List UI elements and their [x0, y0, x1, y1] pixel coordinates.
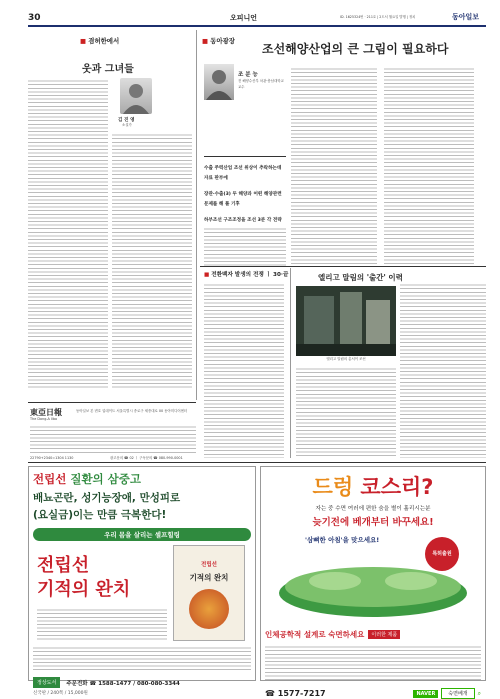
left-body-text-1 — [28, 78, 108, 388]
naver-search-box[interactable]: 숙면베개 — [441, 688, 474, 699]
header-rule — [28, 25, 486, 27]
divider-lower — [290, 268, 291, 458]
ad-left-book-cover-title: 기적의 완치 — [189, 573, 229, 582]
ad-left-headline-keyword: 전립선 — [33, 472, 67, 486]
right-author-photo — [204, 64, 234, 100]
left-column-tag: ■ 겸허한에서 — [80, 37, 120, 45]
pull-quote-2: 장관·수출(3) 두 해양과 어떤 해양관련 문제를 해 풀 기후 — [204, 192, 282, 207]
ad-left-headline-2: 배뇨곤란, 성기능장애, 만성피로 — [33, 492, 181, 504]
left-body-text-2 — [112, 132, 192, 388]
publisher-details — [30, 424, 196, 454]
left-column — [28, 30, 192, 400]
publisher-name: 東亞日報 — [30, 408, 62, 417]
ad-right-badge: 특허출원 — [425, 537, 459, 571]
small-column-left-title: ■ 전환백자 발생의 전쟁 ㅣ 30·끝 — [204, 272, 289, 278]
ad-left-book-title-2: 기적의 완치 — [37, 579, 131, 600]
ad-left-phone: 주문전화 ☎ 1588-1477 / 080-080-3344 — [66, 680, 180, 687]
ad-left-headline-3: (요실금)이는 만큼 극복한다! — [33, 509, 167, 521]
right-column-tag-text: 동아광장 — [210, 37, 235, 45]
publisher-address: 동아일보 본 변호 업데이트 서울특별시 종로구 세종대로 00 동아미디어센터 — [76, 409, 188, 413]
ad-right[interactable] — [260, 466, 486, 698]
publisher-code: 22790+2340=1304 1130 — [30, 456, 74, 460]
pull-quote-3: 하부조선 구조조정을 조선 3분 각 전략 — [204, 218, 282, 223]
ad-left-book-title-1: 전립선 — [37, 555, 90, 576]
lower-rule — [200, 266, 486, 267]
ad-right-headline-right: 코스리? — [360, 475, 434, 499]
ad-right-subline-1: 자는 중 수면 여러에 편한 숨을 별이 흘리시는분 — [315, 506, 431, 512]
ad-left[interactable] — [28, 466, 256, 696]
ad-right-phone: ☎ 1577-7217 — [265, 689, 326, 698]
date-line: ID. 1625324번 · 211호 | 2도서 월요일 발행 | 정치 — [340, 15, 416, 19]
pull-quote — [204, 156, 286, 236]
ad-right-bottom-title: 인체공학적 설계로 숙면하세요 — [265, 630, 365, 639]
publisher-notice: 광고문의 ☎ 02 ㅣ 구독문의 ☎ 080-990-0001 — [110, 456, 183, 460]
ad-left-book-cover — [173, 545, 245, 641]
section-title: 오피니언 — [230, 14, 258, 22]
pull-quote-1: 수출 주력산업 조선 위상이 추락하는데 자료 판부에 — [204, 166, 282, 181]
right-column-title: 조선해양산업의 큰 그림이 필요하다 — [262, 42, 449, 56]
ad-left-headline-rest: 질환의 삼중고 — [70, 472, 142, 486]
right-author-name: 조 분 능 — [238, 72, 258, 78]
ad-left-price: 신국판 / 240쪽 / 15,000원 — [33, 691, 88, 696]
right-author-role: 전 해양수산부 차관·충남대학교 교수 — [238, 79, 284, 89]
small-column-photo — [296, 286, 396, 356]
masthead: 동아일보 — [452, 13, 480, 21]
divider-left — [196, 30, 197, 400]
publisher-rule — [28, 402, 196, 403]
left-column-tag-text: 겸허한에서 — [88, 37, 120, 45]
right-body-text-1 — [291, 66, 377, 266]
ad-right-body — [265, 644, 481, 680]
ad-rule — [28, 462, 486, 463]
left-author-name: 김 진 영 — [118, 118, 135, 123]
ad-left-headline-1 — [33, 471, 251, 487]
ad-right-subline-2: 늦기전에 베개부터 바꾸세요! — [312, 517, 434, 528]
ad-right-headline-left: 드렁 — [312, 475, 354, 499]
small-column-left-body — [204, 282, 284, 458]
left-author-photo — [120, 78, 152, 114]
small-column-right-title: 엘리고 말림의 '출간' 이력 — [318, 273, 403, 282]
small-column-right-body-2 — [400, 282, 486, 458]
ad-right-bottom-badge: 이러한 제품 — [368, 630, 400, 639]
page-number: 30 — [28, 13, 41, 23]
ad-right-headline — [265, 471, 481, 501]
publisher-name-en: The Dong-A Ilbo — [30, 417, 58, 421]
ad-left-body-2 — [33, 645, 251, 671]
small-column-left-title-text: 전환백자 발생의 전쟁 ㅣ 30·끝 — [211, 272, 289, 278]
naver-logo: NAVER — [413, 690, 438, 698]
right-column-tag: ■ 동아광장 — [202, 37, 235, 45]
search-icon[interactable]: ⌕ — [477, 689, 481, 697]
ad-left-body — [37, 607, 167, 641]
left-column-title: 웃과 그녀들 — [82, 64, 134, 75]
left-author-role: 소설가 — [122, 123, 132, 127]
small-column-right-body — [296, 366, 396, 458]
small-column-photo-caption: 엘리고 말림의 총서이 조선 — [326, 357, 366, 361]
ad-left-book-cover-sub: 전립선 — [201, 562, 217, 568]
ad-left-banner: 우리 몸을 살리는 셀프힐링 — [33, 528, 251, 541]
right-body-text-3 — [204, 226, 286, 266]
ad-right-product-tag: '삼뼈한 아침'을 맞으세요! — [305, 536, 380, 544]
ad-left-publisher: 정상도서 — [33, 677, 60, 688]
right-body-text-2 — [384, 66, 474, 266]
